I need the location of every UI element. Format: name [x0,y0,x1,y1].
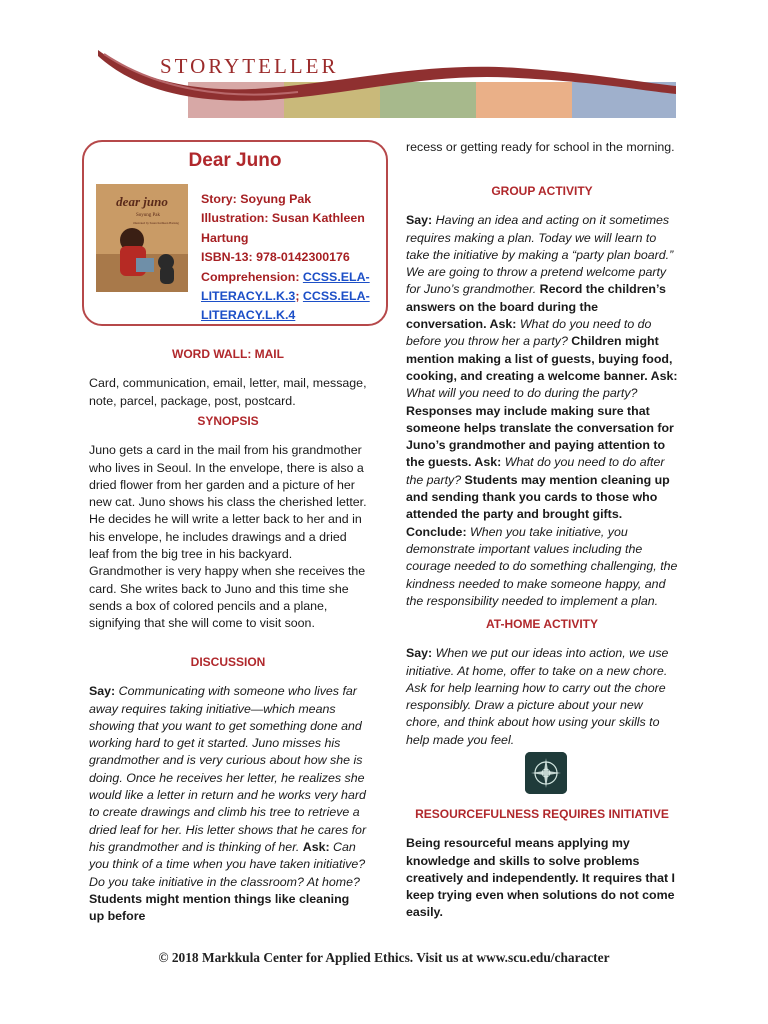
synopsis-section [89,413,367,633]
at-home-section [406,616,678,749]
illustrator-line-1: Illustration: Susan Kathleen [201,211,365,226]
cover-title: dear juno [116,194,168,209]
ccss-link-1[interactable]: CCSS.ELA- [302,269,370,284]
ccss-link-2[interactable]: CCSS.ELA- [302,289,370,304]
book-info-card [82,140,388,326]
book-cover-image [96,184,188,292]
cover-author: Soyung Pak [135,213,161,218]
say-label: Say: [89,684,116,699]
cover-illustrator: illustrated by Susan Kathleen Hartung [133,221,179,225]
discussion-section [89,654,367,925]
ccss-link-2-cont[interactable]: LITERACY.L.K.4 [201,308,296,323]
word-wall-heading: WORD WALL: MAIL [172,347,284,361]
book-details [201,190,383,326]
word-wall-text: Card, communication, email, letter, mail, message, note, parcel, package, post, postcard. [89,376,367,408]
discussion-continued [406,139,678,156]
at-home-text: Say: When we put our ideas into action, we use initiative. At home, offer to take on a new chore. Ask for help learning how to carry out the chore responsibly. Draw a picture about your new chore, and think about how using your skills to help made you feel. [406,646,669,747]
book-title: Dear Juno [188,150,282,171]
resourcefulness-text: Being resourceful means applying my knowledge and skills to solve problems creatively and independently. It requires that I keep trying even when solutions do not come easily. [406,836,675,920]
discussion-heading: DISCUSSION [190,655,266,669]
isbn: ISBN-13: 978-0142300176 [201,250,350,265]
resourcefulness-heading: RESOURCEFULNESS REQUIRES INITIATIVE [415,807,669,821]
banner-title: STORYTELLER [160,54,339,78]
ccss-link-1-cont[interactable]: LITERACY.L.K.3 [201,289,296,304]
synopsis-heading: SYNOPSIS [197,414,259,428]
at-home-heading: AT-HOME ACTIVITY [486,617,598,631]
word-wall-section [89,346,367,410]
synopsis-text: Juno gets a card in the mail from his grandmother who lives in Seoul. In the envelope, there is also a dried flower from her garden and a picture of her new cat. Juno shows his class the cherished letter. He decides he will write a letter back to her and in his envelope, he includes drawings and a dried leaf from the big tree in his backyard. Grandmother is very happy when she receives the card. She writes back to Juno and this time she sends a box of colored pencils and a plane, signifying that she will come to visit soon. [89,443,367,631]
footer: © 2018 Markkula Center for Applied Ethics. Visit us at www.scu.edu/character [158,950,610,965]
comprehension-label: Comprehension: [201,269,303,284]
group-activity-heading: GROUP ACTIVITY [491,184,593,198]
discussion-text: Say: Communicating with someone who lives far away requires taking initiative—which means showing that you want to get something done and working hard to get it started. Juno misses his grandmother and is very curious about how she is doing. Once he receives her letter, he realizes she would like a letter in return and he works very hard to create drawings and climb his tree to retrieve a dried leaf for her. His letter shows that he cares for his grandmother and is thinking of her. Ask: Can you think of a time when you have taken initiative? Do you take initiative in the classroom? At home? Students might mention things like cleaning up before [89,684,367,924]
resourcefulness-section [406,806,678,922]
link-separator: ; [295,289,300,304]
story-author: Story: Soyung Pak [201,192,312,206]
group-activity-text: Say: Having an idea and acting on it sometimes requires making a plan. Today we will learn to take the initiative by making a “party plan board.” We are going to throw a pretend welcome party for Juno’s grandmother. Record the children’s answers on the board during the conversation. Ask: What do you need to do before you throw her a party? Children might mention making a list of guests, buying food, cooking, and creating a welcome banner. Ask: What will you need to do during the party? Responses may include making sure that someone helps translate the conversation for Juno’s grandmother and paying attention to the guests. Ask: What do you need to do after the party? Students may mention cleaning up and sending thank you cards to those who attended the party and brought gifts. Conclude: When you take initiative, you demonstrate important values including the courage needed to do something challenging, the kindness needed to make someone happy, and the responsibility needed to implement a plan. [406,213,678,608]
ask-label: Ask: [302,839,330,854]
group-activity-section [406,183,678,610]
illustrator-line-2: Hartung [201,230,249,245]
compass-icon [525,752,567,794]
discussion-continued-text: recess or getting ready for school in the morning. [406,140,675,154]
